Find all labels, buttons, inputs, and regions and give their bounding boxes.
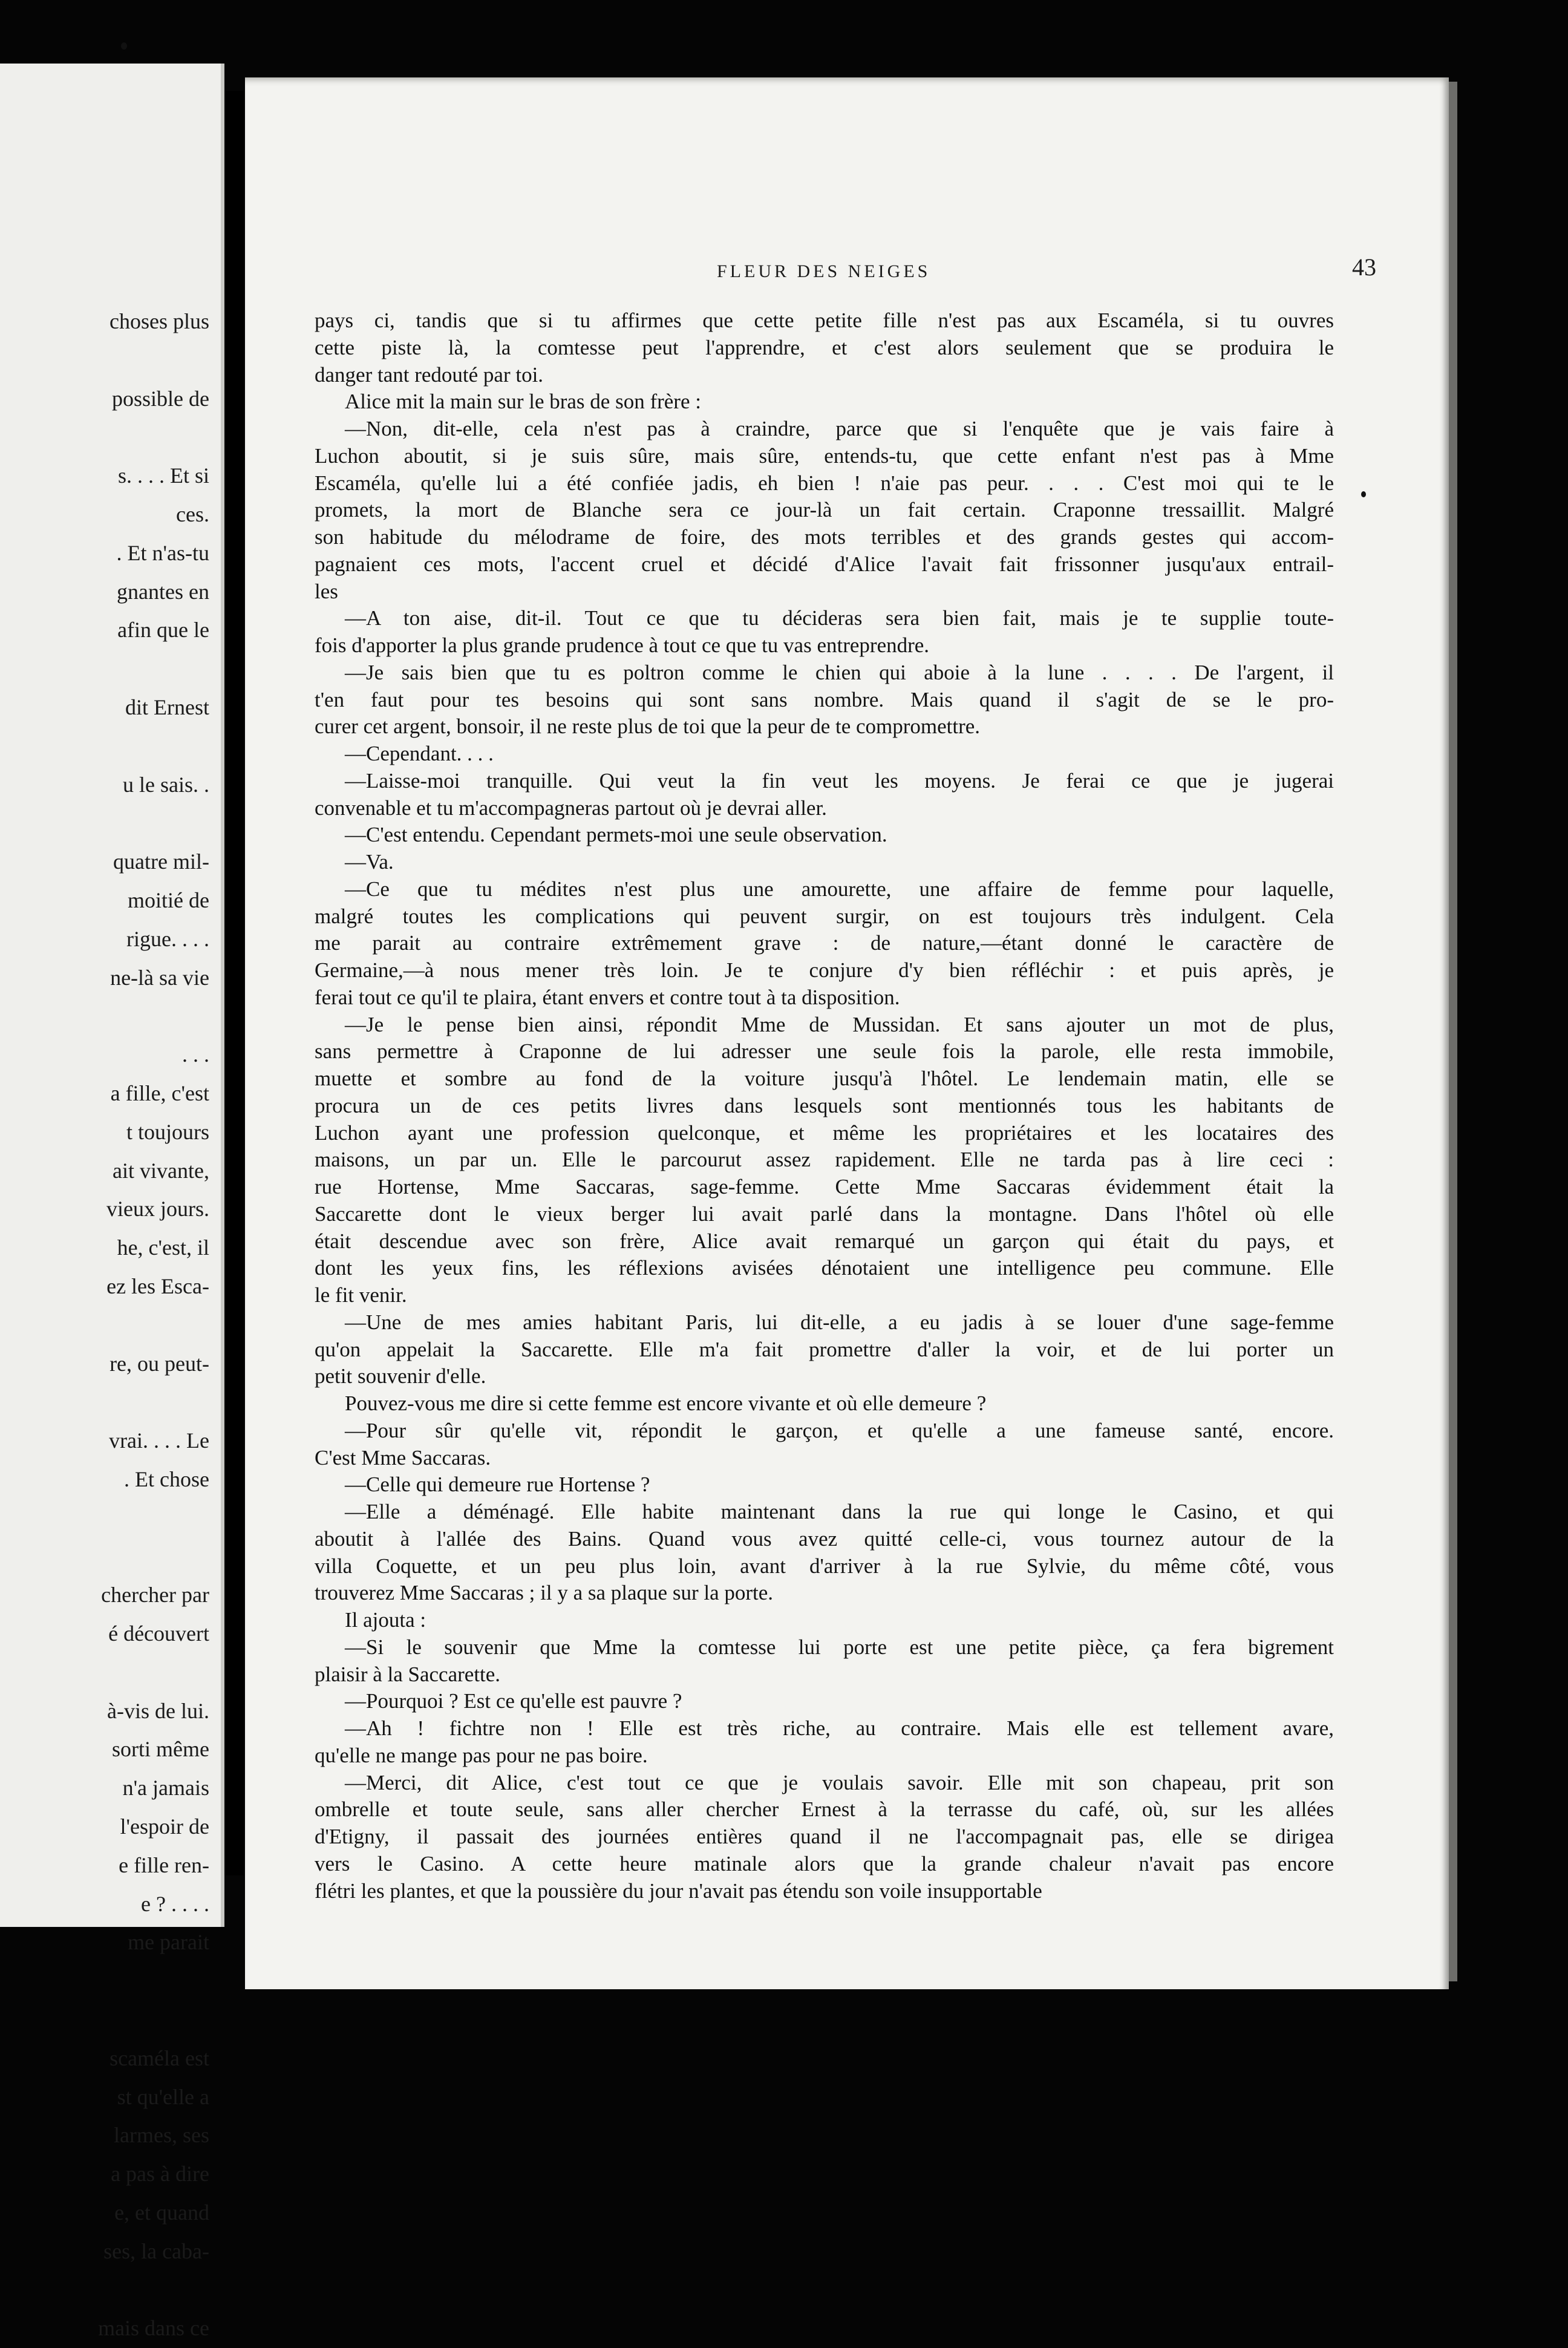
text-line: —A ton aise, dit-il. Tout ce que tu décideras sera bien fait, mais je te supplie toute- [345, 606, 1334, 630]
text-line: dont les yeux fins, les réflexions avisées dénotaient une intelligence peu commune. Elle [315, 1256, 1334, 1280]
previous-page-line [0, 2001, 218, 2039]
text-line: —Je sais bien que tu es poltron comme le chien qui aboie à la lune . . . . De l'argent, il [345, 660, 1334, 684]
previous-page-line: l'espoir de [120, 1814, 209, 1839]
previous-page-line: mais dans ce [98, 2316, 209, 2341]
text-line: —Je le pense bien ainsi, répondit Mme de Mussidan. Et sans ajouter un mot de plus, [345, 1012, 1334, 1036]
previous-page-line: he, c'est, il [117, 1235, 209, 1260]
previous-page-line: chercher par [101, 1583, 209, 1607]
previous-page-line [0, 804, 218, 843]
previous-page-line: st qu'elle a [117, 2084, 209, 2109]
previous-page-line: e, et quand [114, 2200, 209, 2225]
text-line: trouverez Mme Saccaras ; il y a sa plaque sur la porte. [315, 1581, 774, 1605]
previous-page-line [0, 727, 218, 766]
previous-page-line: e fille ren- [119, 1853, 209, 1877]
previous-page-line: vieux jours. [106, 1197, 209, 1221]
page-edge [1449, 82, 1457, 1981]
text-line: les [315, 579, 338, 603]
previous-page-line [0, 1383, 218, 1422]
previous-page-line: afin que le [117, 618, 209, 643]
text-line: villa Coquette, et un peu plus loin, avant d'arriver à la rue Sylvie, du même côté, vous [315, 1554, 1334, 1578]
text-line: —Merci, dit Alice, c'est tout ce que je voulais savoir. Elle mit son chapeau, prit son [345, 1770, 1334, 1794]
previous-page-line: ait vivante, [113, 1158, 209, 1183]
text-line: fois d'apporter la plus grande prudence à tout ce que tu vas entreprendre. [315, 633, 930, 657]
text-line: maisons, un par un. Elle le parcourut assez rapidement. Elle ne tarda pas à lire ceci : [315, 1148, 1334, 1172]
text-line: —Si le souvenir que Mme la comtesse lui porte est une petite pièce, ça fera bigrement [345, 1635, 1334, 1659]
text-line: danger tant redouté par toi. [315, 362, 544, 387]
previous-page-line: possible de [112, 386, 209, 411]
text-line: rue Hortense, Mme Saccaras, sage-femme. Cette Mme Saccaras évidemment était la [315, 1175, 1334, 1199]
text-line: —C'est entendu. Cependant permets-moi une seule observation. [345, 823, 887, 847]
previous-page-line: e ? . . . . [141, 1891, 209, 1916]
text-line: —Elle a déménagé. Elle habite maintenant dans la rue qui longe le Casino, et qui [345, 1500, 1334, 1523]
previous-page-fragment [0, 64, 224, 2341]
previous-page-line [0, 1306, 218, 1345]
text-line: Escaméla, qu'elle lui a été confiée jadis, eh bien ! n'aie pas peur. . . . C'est moi qui te le [315, 471, 1334, 495]
text-line: sans permettre à Craponne de lui adresser une seule fois la parole, elle resta immobile, [315, 1039, 1334, 1064]
scan-speck [121, 42, 127, 50]
text-line: —Non, dit-elle, cela n'est pas à craindre, parce que si l'enquête que je vais faire à [345, 417, 1334, 440]
previous-page-line: . Et n'as-tu [116, 540, 209, 565]
text-line: muette et sombre au fond de la voiture jusqu'à l'hôtel. Le lendemain matin, elle se [315, 1067, 1334, 1090]
text-line: flétri les plantes, et que la poussière du jour n'avait pas étendu son voile insupportable [315, 1879, 1042, 1903]
text-line: —Ah ! fichtre non ! Elle est très riche, au contraire. Mais elle est tellement avare, [345, 1716, 1334, 1740]
text-line: —Laisse-moi tranquille. Qui veut la fin veut les moyens. Je ferai ce que je jugerai [345, 768, 1334, 793]
text-line: —Pour sûr qu'elle vit, répondit le garçon, et qu'elle a une fameuse santé, encore. [345, 1418, 1334, 1442]
page-number: 43 [1352, 253, 1376, 281]
text-line: Luchon ayant une profession quelconque, et même les propriétaires et les locataires des [315, 1120, 1334, 1145]
book-gutter [224, 91, 244, 1875]
text-line: procura un de ces petits livres dans lesquels sont mentionnés tous les habitants de [315, 1093, 1334, 1117]
previous-page-line: dit Ernest [125, 695, 209, 719]
previous-page-line: ne-là sa vie [110, 965, 209, 990]
text-line: —Une de mes amies habitant Paris, lui dit-elle, a eu jadis à se louer d'une sage-femme [345, 1310, 1334, 1334]
text-line: ombrelle et toute seule, sans aller chercher Ernest à la terrasse du café, où, sur les allées [315, 1797, 1334, 1822]
text-line: le fit venir. [315, 1283, 407, 1307]
text-line: aboutit à l'allée des Bains. Quand vous avez quitté celle-ci, vous tournez autour de la [315, 1526, 1334, 1551]
text-line: qu'on appelait la Saccarette. Elle m'a fait promettre d'aller la voir, et de lui porter un [315, 1337, 1334, 1361]
text-line: Pouvez-vous me dire si cette femme est encore vivante et où elle demeure ? [345, 1391, 987, 1415]
text-line: malgré toutes les complications qui peuvent surgir, on est toujours très indulgent. Cela [315, 904, 1334, 928]
previous-page-line: é découvert [108, 1621, 209, 1646]
previous-page-line: u le sais. . [123, 772, 209, 797]
previous-page-line [0, 1538, 218, 1577]
previous-page-line: quatre mil- [113, 849, 209, 874]
previous-page-line: rigue. . . . [126, 926, 209, 951]
text-line: Il ajouta : [345, 1608, 426, 1632]
scan-speck [1361, 491, 1366, 497]
text-line: C'est Mme Saccaras. [315, 1445, 491, 1470]
previous-page-line [0, 997, 218, 1036]
text-line: plaisir à la Saccarette. [315, 1662, 501, 1686]
previous-page-line: larmes, ses [114, 2123, 209, 2148]
previous-page-line: choses plus [109, 309, 209, 333]
previous-page-line: vrai. . . . Le [109, 1428, 209, 1453]
previous-page-line: ez les Esca- [106, 1274, 209, 1298]
text-line: promets, la mort de Blanche sera ce jour-là un fait certain. Craponne tressaillit. Malgré [315, 498, 1334, 522]
previous-page-line: re, ou peut- [109, 1351, 209, 1376]
previous-page-line: a fille, c'est [110, 1081, 209, 1105]
previous-page-line: . . . [182, 1042, 209, 1067]
text-line: —Cependant. . . . [345, 742, 494, 765]
previous-page-line [0, 418, 218, 457]
page-header [245, 253, 1449, 289]
text-line: d'Etigny, il passait des journées entières quand il ne l'accompagnait pas, elle se dirigea [315, 1825, 1334, 1848]
previous-page-line: . Et chose [124, 1467, 209, 1491]
previous-page-line: a pas à dire [111, 2162, 209, 2186]
previous-page-line [0, 341, 218, 380]
text-line: —Va. [345, 850, 394, 874]
previous-page-line [0, 1653, 218, 1692]
text-line: Luchon aboutit, si je suis sûre, mais sûre, entends-tu, que cette enfant n'est pas à Mme [315, 443, 1334, 468]
text-line: —Ce que tu médites n'est plus une amourette, une affaire de femme pour laquelle, [345, 877, 1334, 901]
previous-page-line: t toujours [126, 1119, 209, 1144]
page-body-text [315, 307, 1334, 1905]
previous-page-line: n'a jamais [122, 1776, 209, 1800]
previous-page-line [0, 650, 218, 688]
running-title: FLEUR DES NEIGES [717, 261, 931, 281]
text-line: son habitude du mélodrame de foire, des mots terribles et des grands gestes qui accom- [315, 525, 1334, 549]
text-line: pagnaient ces mots, l'accent cruel et décidé d'Alice l'avait fait frissonner jusqu'aux entrail- [315, 552, 1334, 576]
text-line: cette piste là, la comtesse peut l'apprendre, et c'est alors seulement que se produira le [315, 335, 1334, 359]
text-line: ferai tout ce qu'il te plaira, étant envers et contre tout à ta disposition. [315, 985, 900, 1009]
text-line: pays ci, tandis que si tu affirmes que cette petite fille n'est pas aux Escaméla, si tu ouvres [315, 309, 1334, 332]
text-line: Germaine,—à nous mener très loin. Je te conjure d'y bien réfléchir : et puis après, je [315, 958, 1334, 982]
text-line: était descendue avec son frère, Alice avait remarqué un garçon qui était du pays, et [315, 1229, 1334, 1253]
previous-page-line: sorti même [112, 1737, 209, 1762]
text-line: qu'elle ne mange pas pour ne pas boire. [315, 1743, 648, 1767]
text-line: vers le Casino. A cette heure matinale alors que la grande chaleur n'avait pas encore [315, 1851, 1334, 1875]
previous-page-line [0, 1962, 218, 2001]
text-line: convenable et tu m'accompagneras partout où je devrai aller. [315, 796, 827, 820]
text-line: petit souvenir d'elle. [315, 1364, 486, 1388]
previous-page-line: gnantes en [117, 579, 209, 604]
previous-page-line: scaméla est [109, 2046, 209, 2070]
previous-page-text [0, 302, 218, 2348]
text-line: Alice mit la main sur le bras de son frère : [345, 390, 701, 414]
text-line: —Pourquoi ? Est ce qu'elle est pauvre ? [345, 1689, 682, 1713]
previous-page-line: ses, la caba- [103, 2238, 209, 2263]
text-line: t'en faut pour tes besoins qui sont sans nombre. Mais quand il s'agit de se le pro- [315, 687, 1334, 711]
previous-page-line: ces. [176, 502, 209, 526]
text-line: —Celle qui demeure rue Hortense ? [345, 1473, 650, 1497]
text-line: curer cet argent, bonsoir, il ne reste plus de toi que la peur de te compromettre. [315, 715, 981, 739]
previous-page-line [0, 2271, 218, 2310]
previous-page-line: s. . . . Et si [117, 463, 209, 488]
previous-page-line: moitié de [128, 888, 209, 912]
book-page [245, 77, 1449, 1989]
previous-page-line [0, 1499, 218, 1538]
text-line: me parait au contraire extrêmement grave : de nature,—étant donné le caractère de [315, 931, 1334, 955]
previous-page-line: à-vis de lui. [107, 1698, 209, 1723]
previous-page-line: me parait [128, 1930, 209, 1955]
text-line: Saccarette dont le vieux berger lui avait parlé dans la montagne. Dans l'hôtel où elle [315, 1202, 1334, 1226]
